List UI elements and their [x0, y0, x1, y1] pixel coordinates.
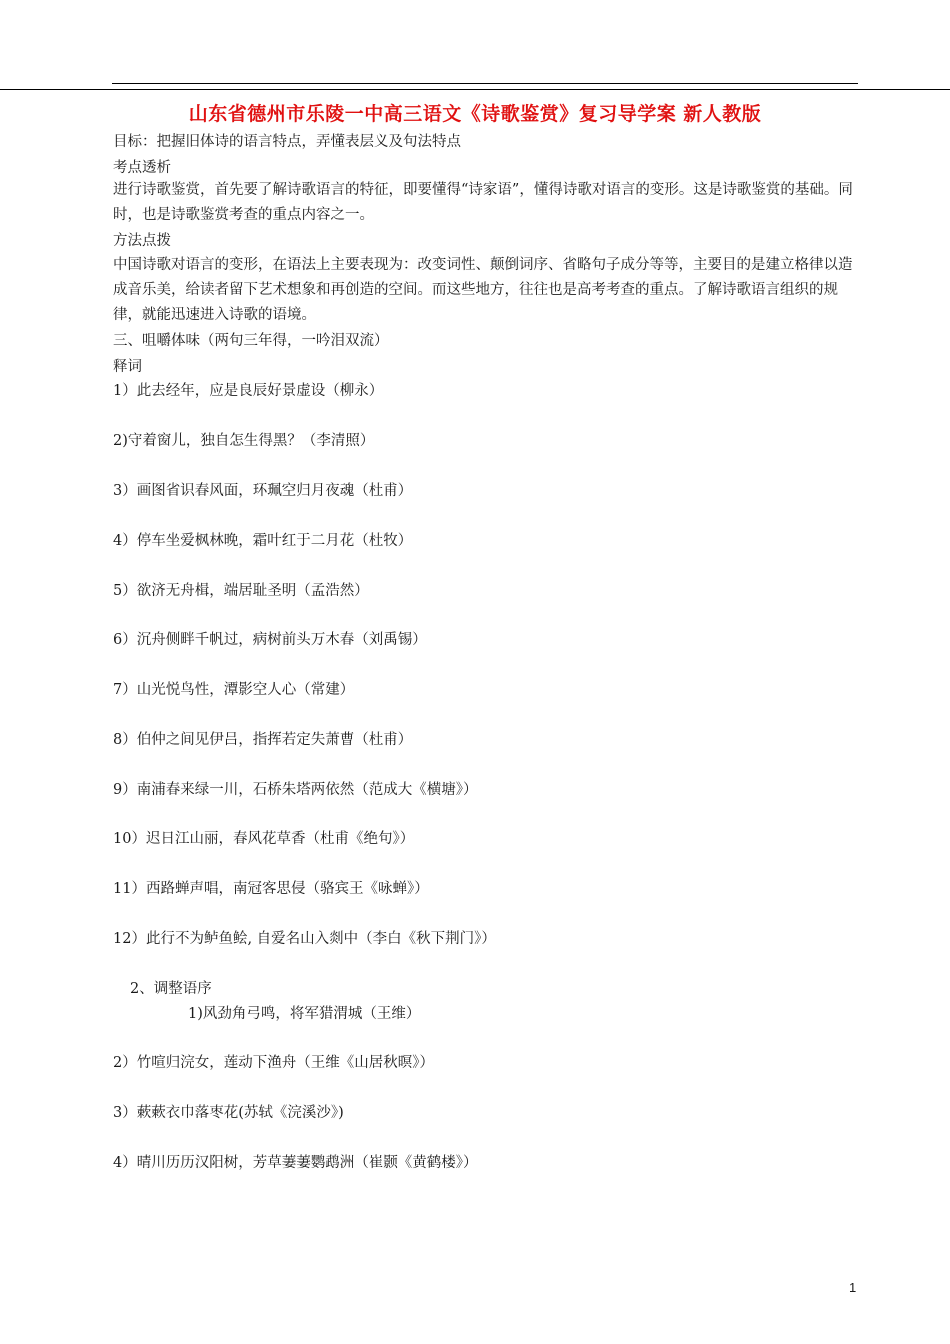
paragraph-fangfa: 中国诗歌对语言的变形，在语法上主要表现为：改变词性、颠倒词序、省略句子成分等等，主要目的是建立格律以造成音乐美，给读者留下艺术想象和再创造的空间。而这些地方，往往也是高考考查的重点。了解诗歌语言组织的规律，就能迅速进入诗歌的语境。: [113, 257, 853, 323]
list-item: 8）伯仲之间见伊吕，指挥若定失萧曹（杜甫）: [113, 732, 413, 748]
page-number: 1: [849, 1280, 857, 1295]
list-item: 5）欲济无舟楫，端居耻圣明（孟浩然）: [113, 583, 369, 599]
paragraph-kaodian: 进行诗歌鉴赏，首先要了解诗歌语言的特征，即要懂得“诗家语”，懂得诗歌对语言的变形。这是诗歌鉴赏的基础。同时，也是诗歌鉴赏考查的重点内容之一。: [113, 182, 853, 223]
header-rule: [112, 83, 858, 84]
section-two: 2、调整语序: [130, 981, 212, 997]
list-item: 1)风劲角弓鸣，将军猎渭城（王维）: [188, 1006, 421, 1022]
list-item: 11）西路蝉声唱，南冠客思侵（骆宾王《咏蝉》）: [113, 881, 429, 897]
document-title: 山东省德州市乐陵一中高三语文《诗歌鉴赏》复习导学案 新人教版: [188, 103, 762, 125]
list-item: 3）画图省识春风面，环珮空归月夜魂（杜甫）: [113, 483, 413, 499]
list-item: 12）此行不为鲈鱼鲙, 自爱名山入剡中（李白《秋下荆门》）: [113, 931, 496, 947]
section-shici: 释词: [113, 359, 142, 375]
section-fangfa: 方法点拨: [113, 233, 171, 249]
list-item: 10）迟日江山丽，春风花草香（杜甫《绝句》）: [113, 831, 415, 847]
list-item: 2）竹喧归浣女，莲动下渔舟（王维《山居秋暝》）: [113, 1055, 434, 1071]
list-item: 4）晴川历历汉阳树，芳草萋萋鹦鹉洲（崔颢《黄鹤楼》）: [113, 1155, 478, 1171]
list-item: 2)守着窗儿，独自怎生得黑？（李清照）: [113, 433, 375, 449]
list-item: 6）沉舟侧畔千帆过，病树前头万木春（刘禹锡）: [113, 632, 427, 648]
list-item: 9）南浦春来绿一川，石桥朱塔两依然（范成大《横塘》）: [113, 782, 478, 798]
list-item: 7）山光悦鸟性，潭影空人心（常建）: [113, 682, 355, 698]
goal-line: 目标：把握旧体诗的语言特点，弄懂表层义及句法特点: [113, 134, 461, 150]
list-item: 3）蔌蔌衣巾落枣花(苏轼《浣溪沙》): [113, 1105, 344, 1121]
list-item: 1）此去经年，应是良辰好景虚设（柳永）: [113, 383, 384, 399]
section-three: 三、咀嚼体味（两句三年得，一吟泪双流）: [113, 333, 389, 349]
section-kaodian: 考点透析: [113, 160, 171, 176]
header-rule-secondary: [0, 89, 950, 90]
list-item: 4）停车坐爱枫林晚，霜叶红于二月花（杜牧）: [113, 533, 413, 549]
